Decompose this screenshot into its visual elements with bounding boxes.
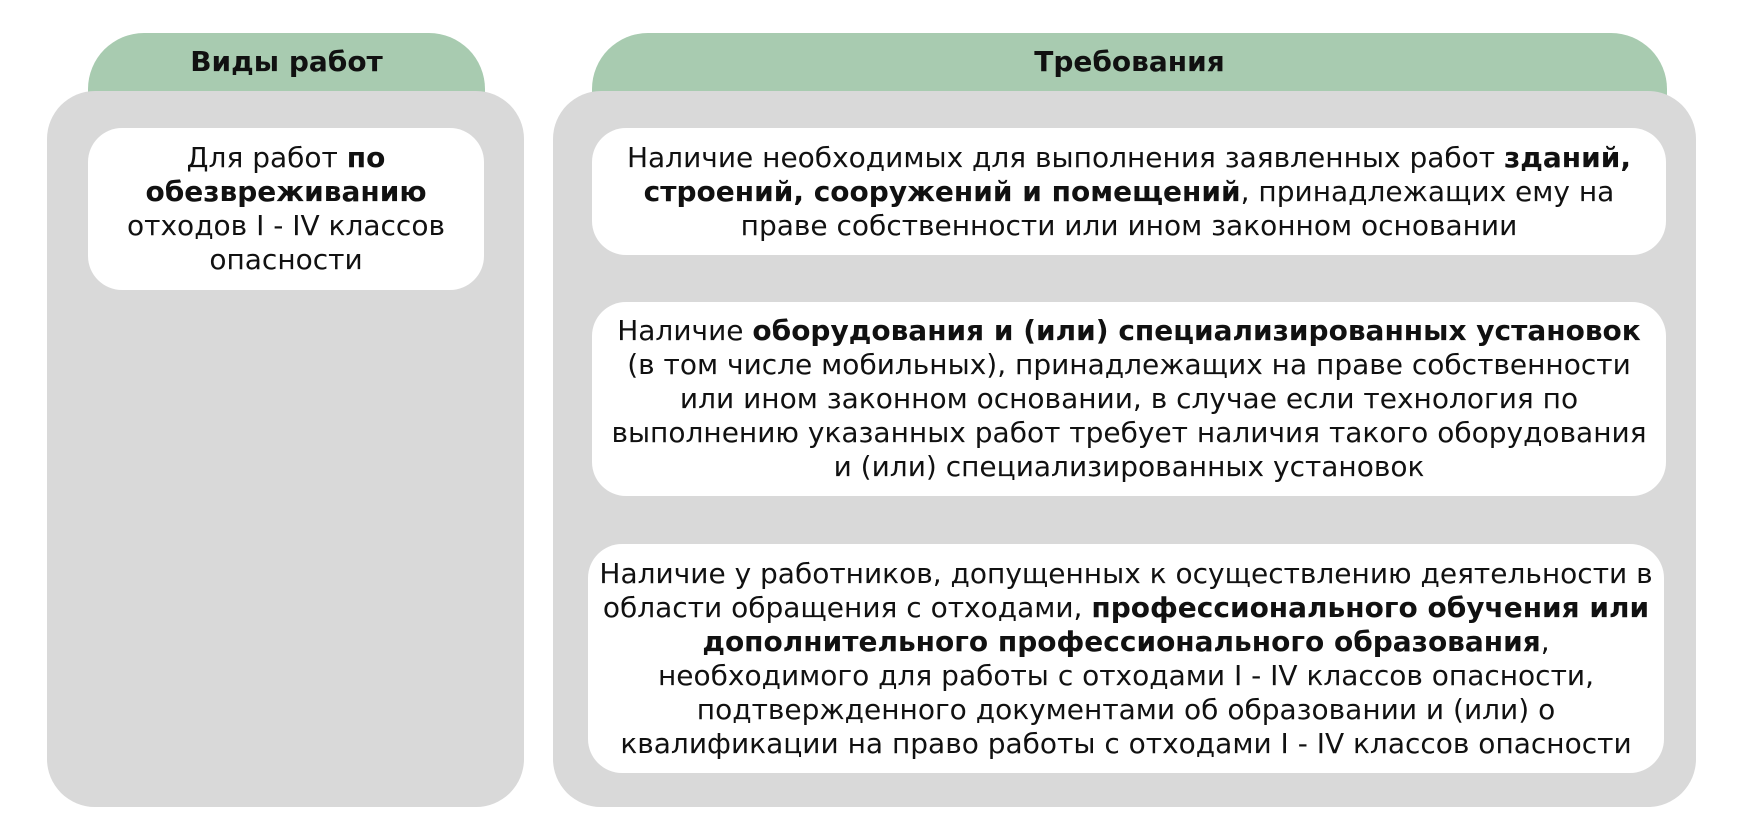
requirement-text: Наличие у работников, допущенных к осуществлению деятельности в области обращения с отходами, профессионального обучения или дополнительного профессионального образования, необходимого для работы с отходами I - IV классов опасности, подтвержденного документами об образовании и (или) о квалификации на право работы с отходами I - IV классов опасности	[599, 556, 1653, 760]
requirement-card-equipment	[592, 302, 1666, 496]
requirement-text: Наличие оборудования и (или) специализированных установок (в том числе мобильных), принадлежащих на праве собственности или ином законном основании, в случае если технология по выполнению указанных работ требует наличия такого оборудования и (или) специализированных установок	[611, 314, 1647, 483]
requirements-header	[592, 33, 1667, 95]
requirements-title: Требования	[1034, 45, 1225, 78]
work-types-header	[88, 33, 485, 95]
work-types-title: Виды работ	[190, 45, 383, 78]
requirement-card-buildings	[592, 128, 1666, 255]
requirement-card-training	[588, 544, 1664, 773]
requirement-text: Наличие необходимых для выполнения заявленных работ зданий, строений, сооружений и помещений, принадлежащих ему на праве собственности или ином законном основании	[626, 140, 1632, 242]
work-type-text: Для работ по обезвреживанию отходов I - IV классов опасности	[127, 141, 445, 276]
work-type-card	[88, 128, 484, 290]
